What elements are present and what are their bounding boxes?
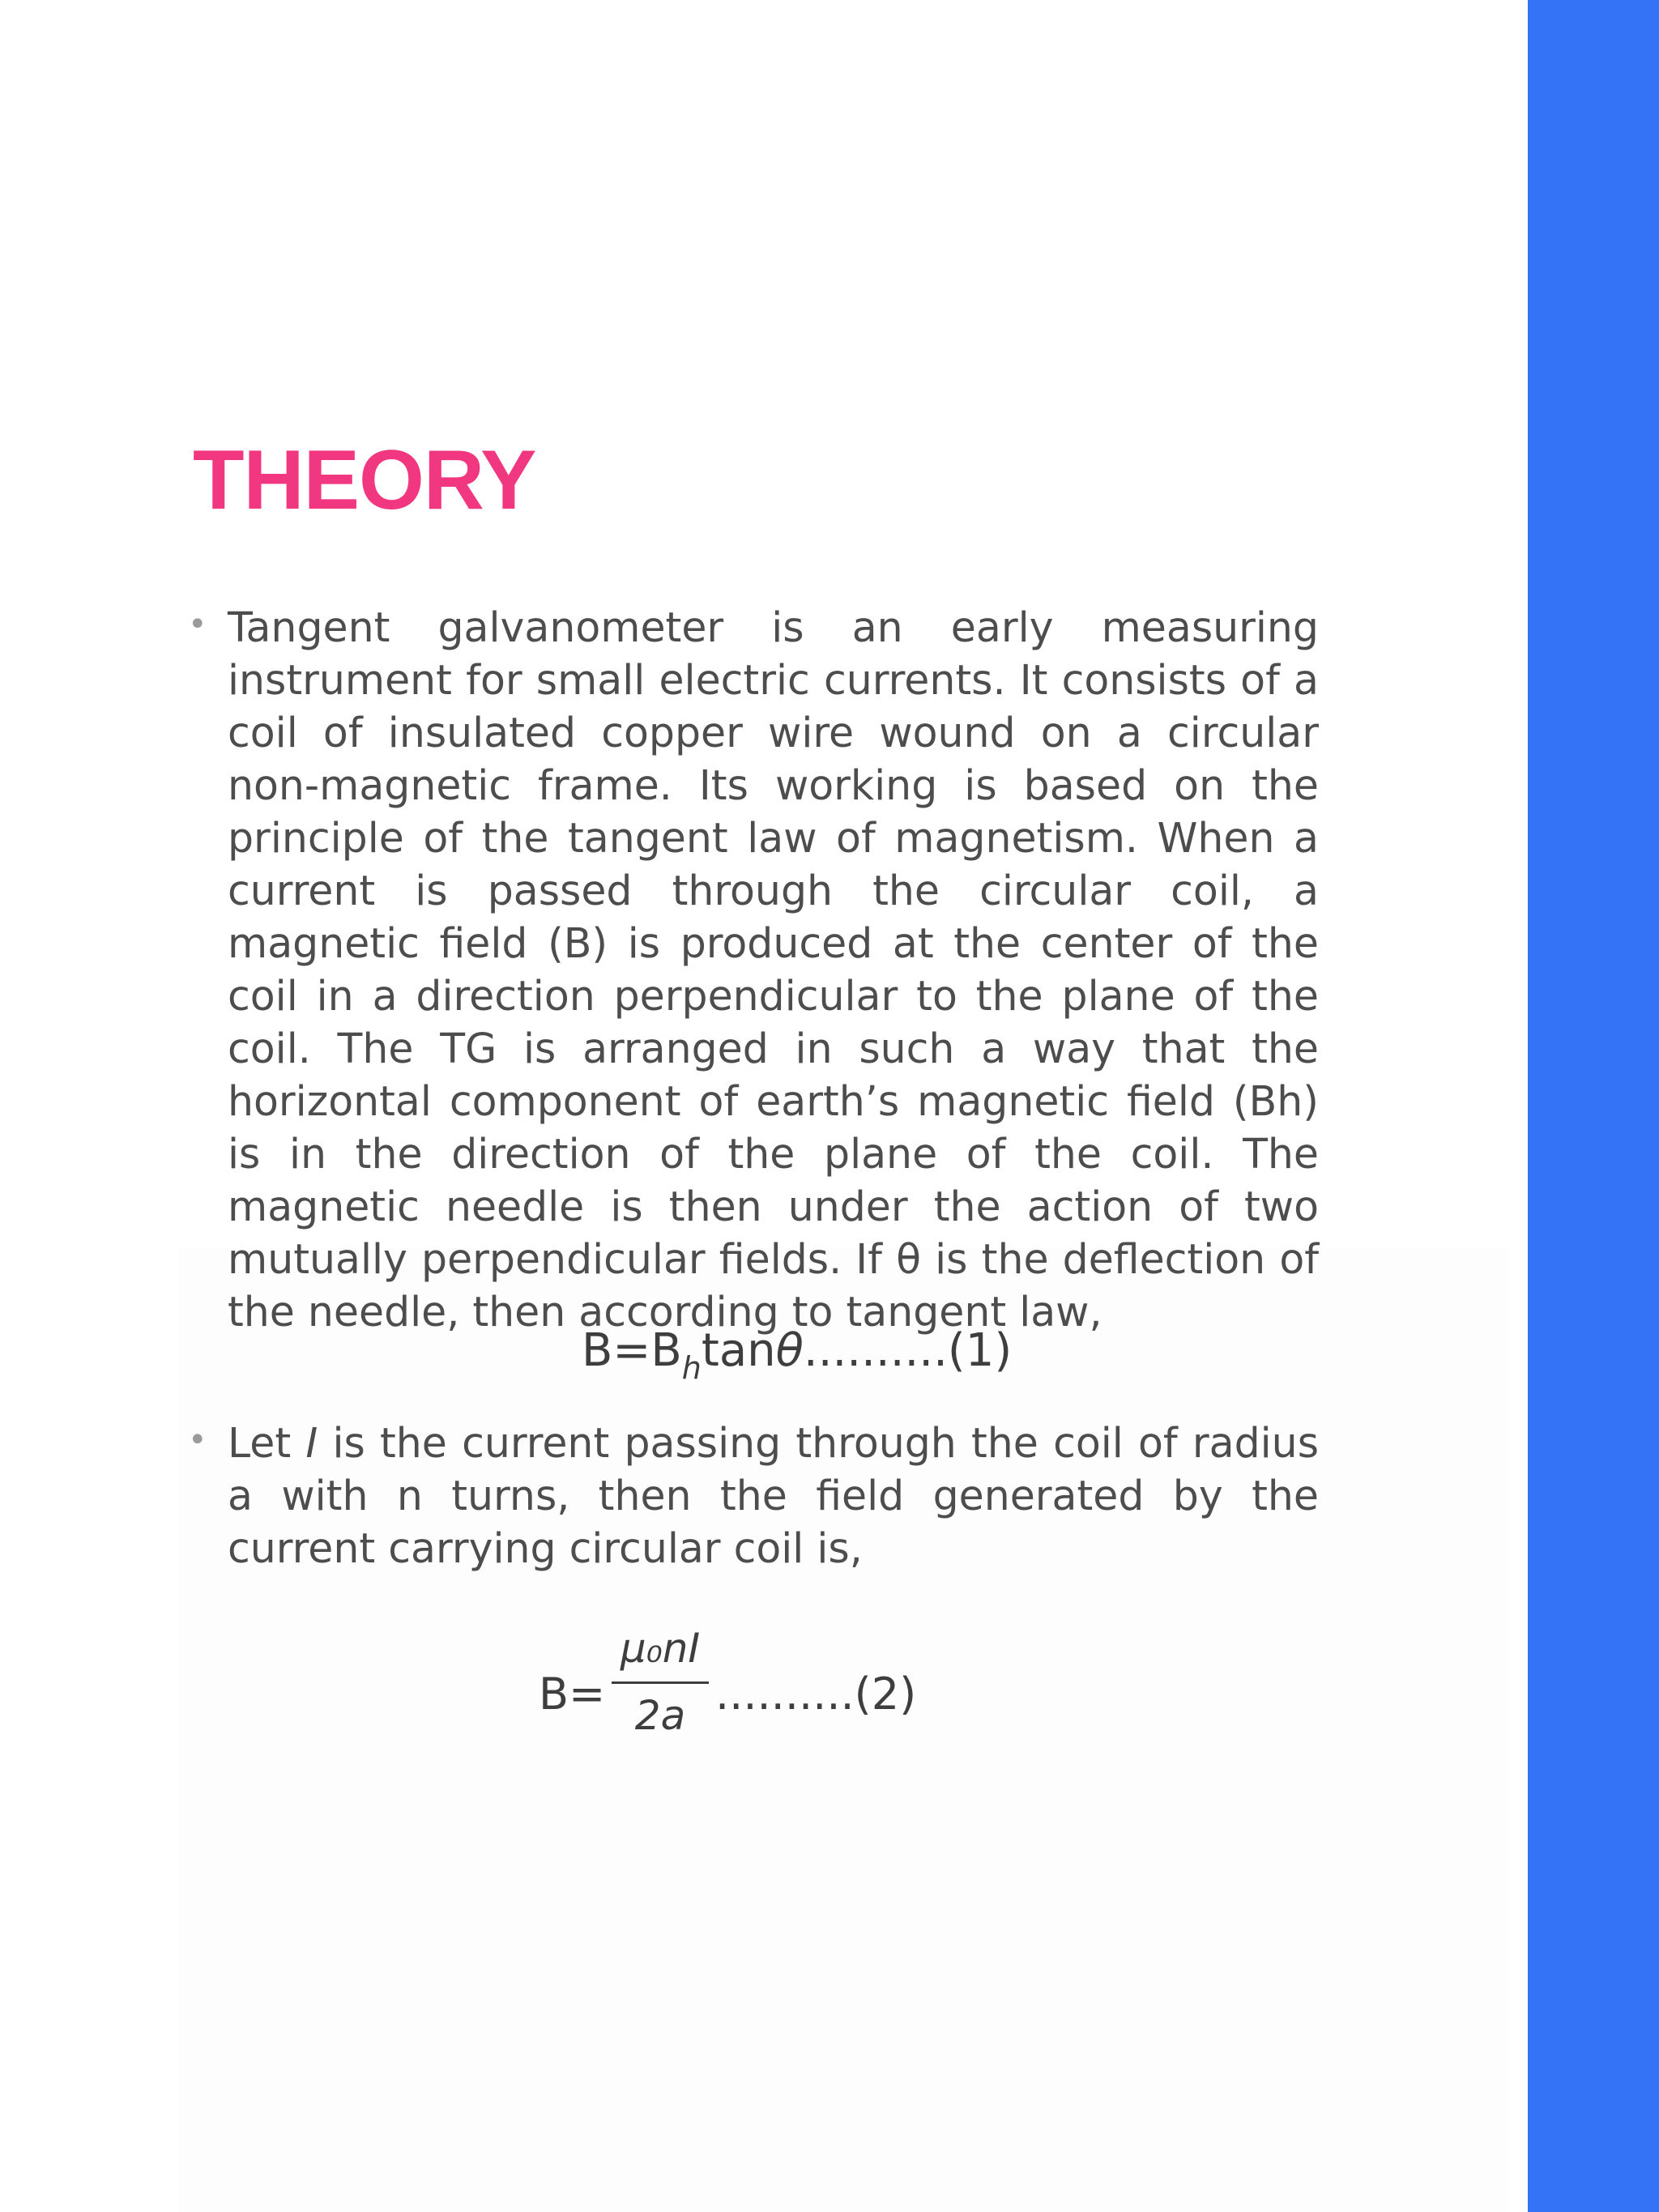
equation-1-tan: tan <box>701 1324 776 1377</box>
bullet-2: • <box>188 1421 207 1459</box>
side-accent-bar <box>1528 0 1659 2212</box>
equation-1 <box>582 1323 1013 1386</box>
equation-2-lhs: B= <box>539 1669 606 1720</box>
equation-1-theta: θ <box>775 1324 804 1377</box>
equation-2-numerator: μ₀nI <box>620 1625 701 1672</box>
equation-2-fraction <box>612 1620 709 1744</box>
equation-2-tail: ..........(2) <box>715 1669 917 1720</box>
slide-title: THEORY <box>193 433 536 527</box>
bullet-1: • <box>188 606 207 643</box>
equation-2 <box>539 1620 992 1766</box>
equation-1-tail: ..........(1) <box>803 1324 1013 1377</box>
equation-1-lhs: B=B <box>582 1324 682 1377</box>
equation-2-denominator: 2a <box>634 1692 686 1739</box>
paragraph-current-field <box>228 1417 1319 1575</box>
equation-1-subscript: h <box>681 1350 702 1386</box>
paragraph-2-post: is the current passing through the coil of radius a with n turns, then the field generated by the current carrying circular coil is, <box>228 1419 1320 1572</box>
paragraph-2-var: I <box>305 1419 318 1467</box>
paragraph-tangent-law: Tangent galvanometer is an early measuring instrument for small electric currents. It consists of a coil of insulated copper wire wound on a circular non-magnetic frame. Its working is based on the principle of the tangent law of magnetism. When a current is passed through the circular coil, a magnetic field (B) is produced at the center of the coil in a direction perpendicular to the plane of the coil. The TG is arranged in such a way that the horizontal component of earth’s magnetic field (Bh) is in the direction of the plane of the coil. The magnetic needle is then under the action of two mutually perpendicular fields. If θ is the deflection of the needle, then according to tangent law, <box>228 603 1319 1336</box>
paragraph-2-pre: Let <box>228 1419 306 1467</box>
fraction-bar <box>612 1681 709 1684</box>
